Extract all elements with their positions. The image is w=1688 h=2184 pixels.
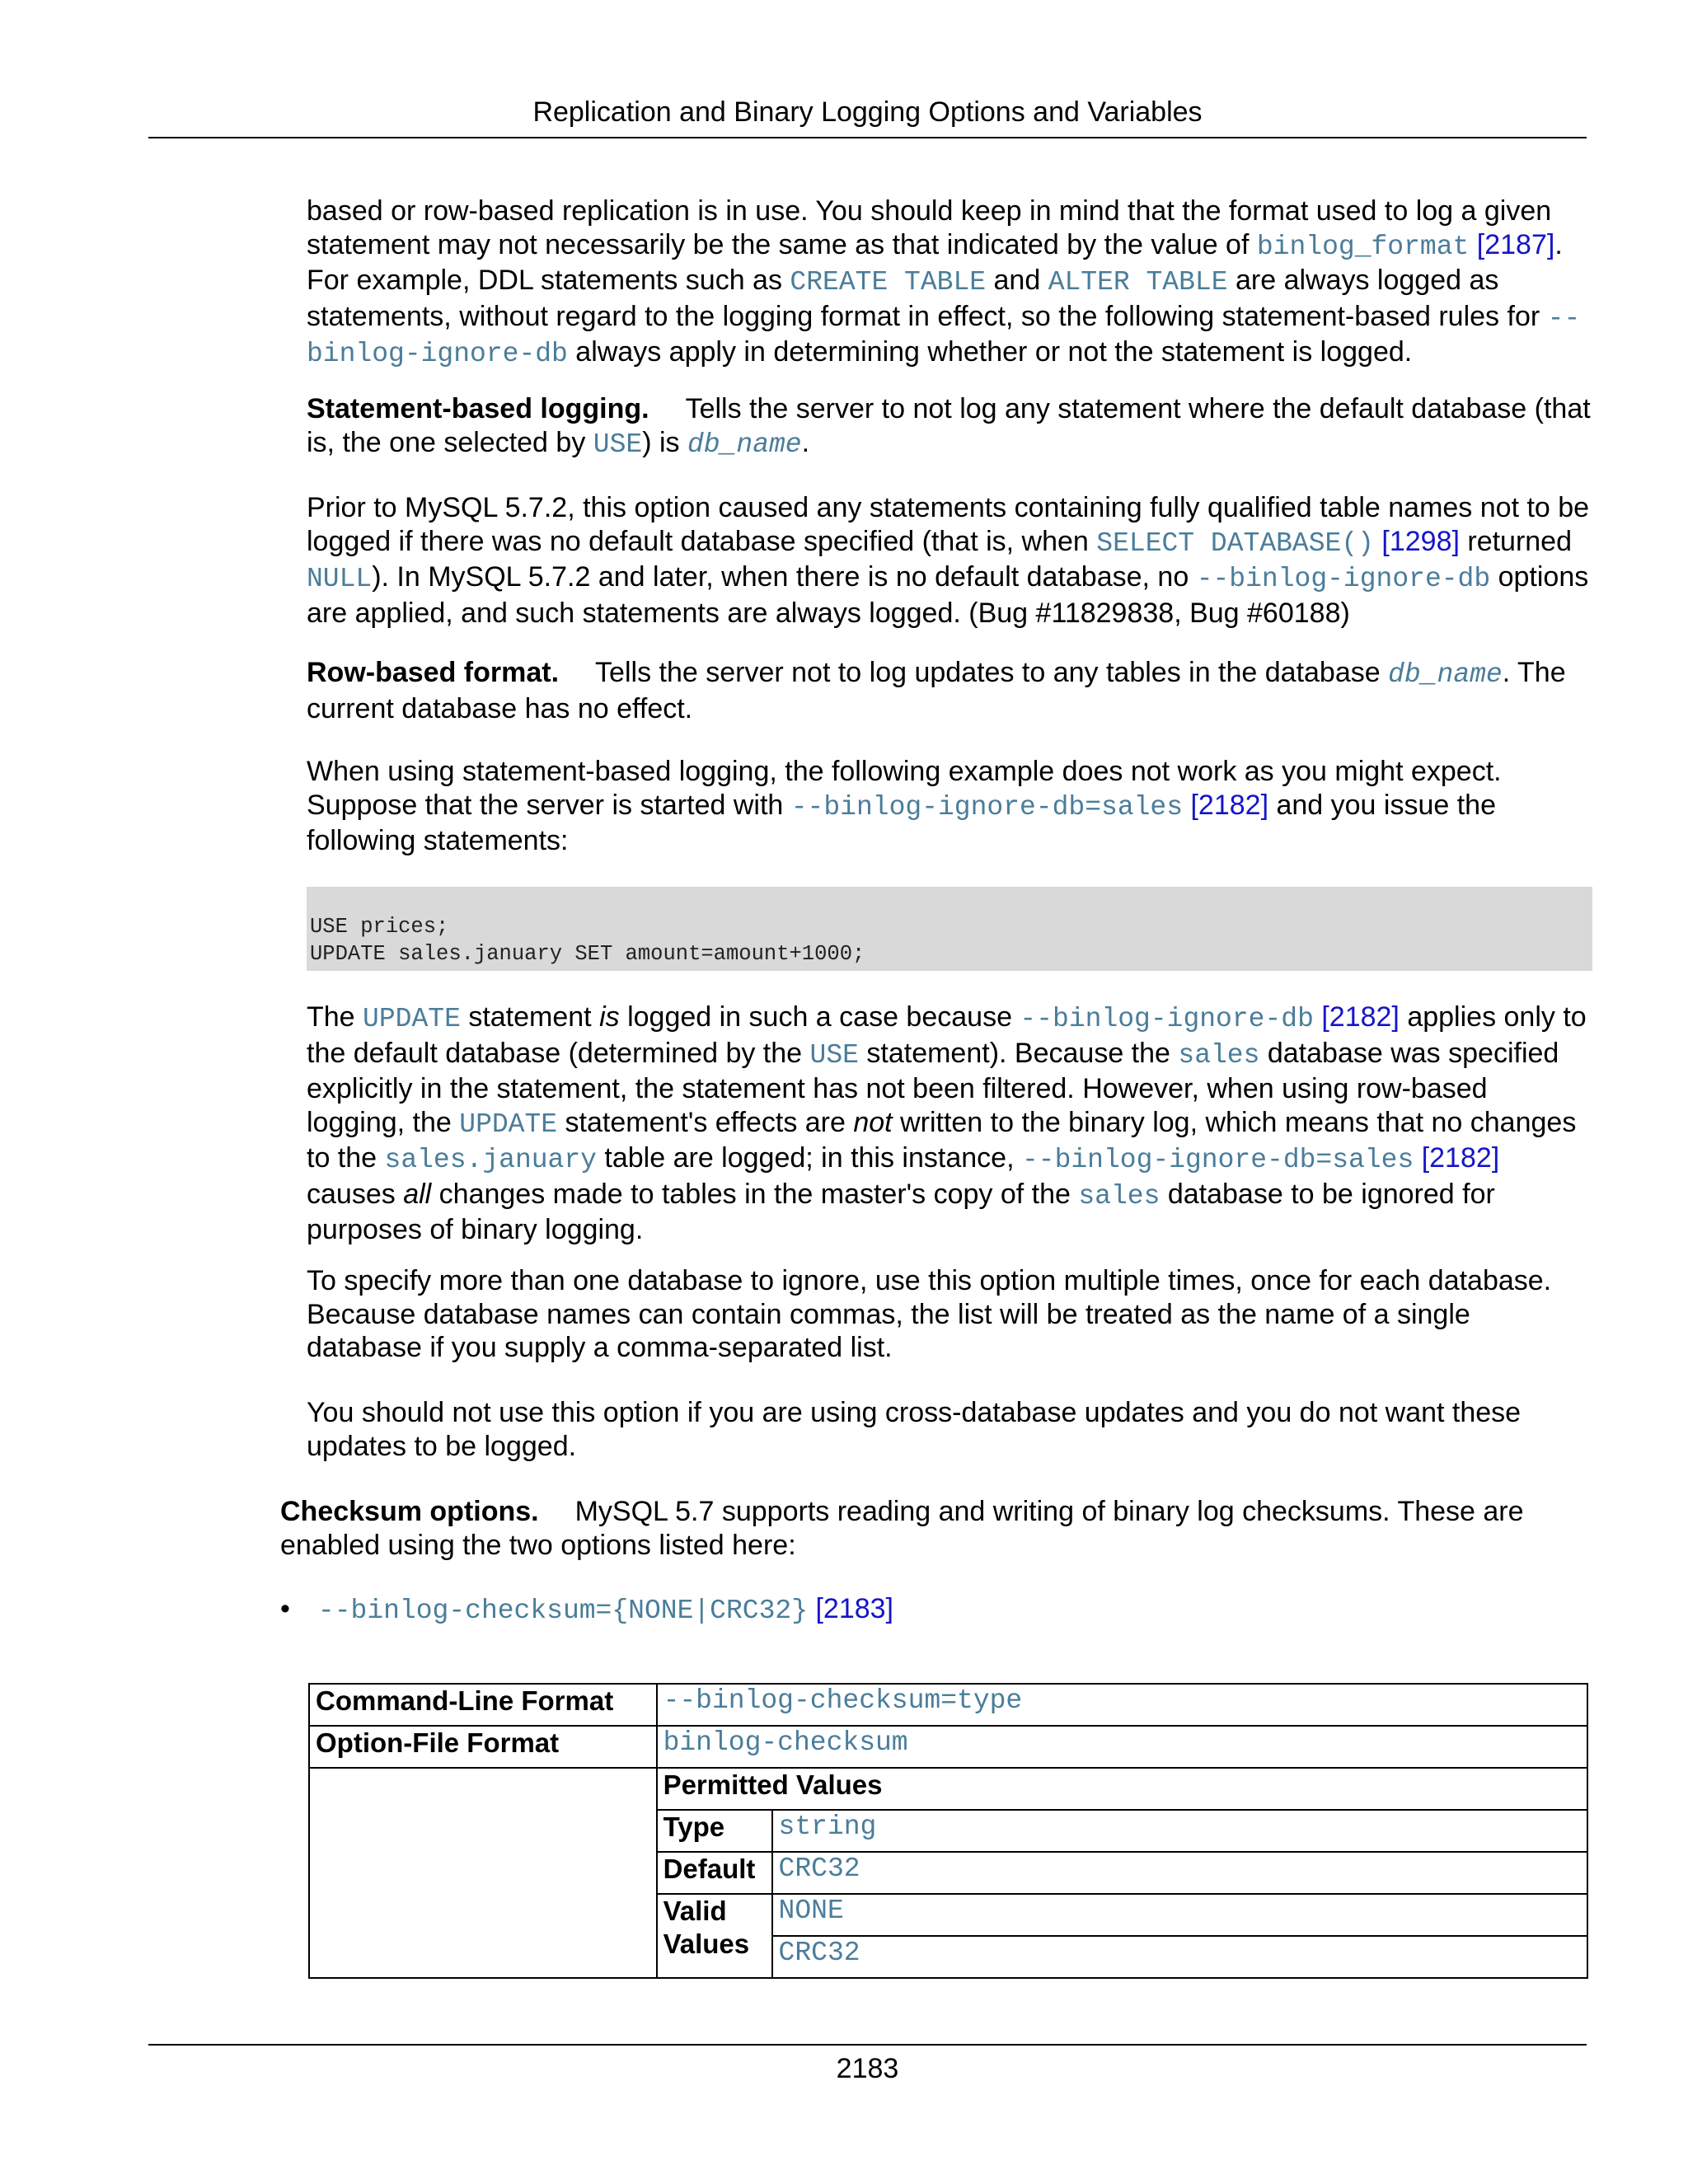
bullet-mark: • xyxy=(280,1593,290,1624)
run-in-heading: Checksum options. xyxy=(280,1496,539,1527)
paragraph-update-explanation: The UPDATE statement is logged in such a case because --binlog-ignore-db [2182] applies only to the default database (determined by the USE statement). Because the sales database was specified explicitly in the statement, the statement has not been filtered. However, when using row-based logging, the UPDATE statement's effects are not written to the binary log, which means that no changes to the sales.january table are logged; in this instance, --binlog-ignore-db=sales [2182] causes all changes made to tables in the master's copy of the sales database to be ignored for purposes of binary logging. xyxy=(307,1001,1587,1245)
xref-link[interactable]: [2182] xyxy=(1421,1142,1500,1174)
code-use[interactable]: USE xyxy=(593,429,643,460)
xref-link[interactable]: [2183] xyxy=(815,1593,893,1624)
valid-value: CRC32 xyxy=(772,1936,1587,1978)
type-label: Type xyxy=(657,1810,772,1852)
code-example-block: USE prices; UPDATE sales.january SET amount=amount+1000; xyxy=(307,887,1592,971)
code-null[interactable]: NULL xyxy=(307,564,373,594)
code-update[interactable]: UPDATE xyxy=(459,1108,558,1140)
code-db-name: db_name xyxy=(687,429,802,460)
code-alter-table[interactable]: ALTER TABLE xyxy=(1048,267,1228,298)
default-label: Default xyxy=(657,1852,772,1894)
cmd-format-label: Command-Line Format xyxy=(309,1684,657,1726)
paragraph-multiple-databases: To specify more than one database to ignore, use this option multiple times, once for each database. Because database names can contain commas, the list will be treated as the name of a single database if you supply a comma-separated list. xyxy=(307,1265,1552,1363)
code-ignore-db-sales[interactable]: --binlog-ignore-db=sales xyxy=(790,791,1184,823)
code-use[interactable]: USE xyxy=(809,1039,859,1071)
xref-link[interactable]: [2182] xyxy=(1190,789,1269,821)
xref-link[interactable]: [1298] xyxy=(1381,525,1460,557)
code-select-database[interactable]: SELECT DATABASE() xyxy=(1096,527,1374,559)
file-format-value: binlog-checksum xyxy=(657,1726,1587,1768)
default-value: CRC32 xyxy=(772,1852,1587,1894)
type-value: string xyxy=(772,1810,1587,1852)
header-rule xyxy=(148,137,1587,138)
table-row xyxy=(309,1726,1587,1768)
code-binlog-format[interactable]: binlog_format xyxy=(1256,231,1470,262)
code-sales-january: sales.january xyxy=(384,1145,597,1175)
running-header: Replication and Binary Logging Options and Variables xyxy=(532,96,1203,128)
paragraph-example-intro: When using statement-based logging, the following example does not work as you might expect. Suppose that the server is started with --binlog-ignore-db=sales [2182] and you issue the following statements: xyxy=(307,756,1502,856)
code-db-name: db_name xyxy=(1388,659,1503,690)
xref-link[interactable]: [2182] xyxy=(1321,1001,1400,1033)
valid-value: NONE xyxy=(772,1894,1587,1936)
list-item xyxy=(280,1592,893,1628)
paragraph-statement-based: Statement-based logging. Tells the server to not log any statement where the default database (that is, the one selected by USE) is db_name. xyxy=(307,393,1591,460)
code-binlog-ignore-db[interactable]: --binlog-ignore-db xyxy=(307,302,1581,369)
paragraph-cross-database: You should not use this option if you are using cross-database updates and you do not want these updates to be logged. xyxy=(307,1397,1522,1462)
code-update[interactable]: UPDATE xyxy=(363,1004,461,1034)
table-row xyxy=(309,1768,1587,1810)
option-table xyxy=(308,1683,1588,1979)
xref-link[interactable]: [2187] xyxy=(1476,228,1555,260)
run-in-heading: Statement-based logging. xyxy=(307,393,649,424)
valid-values-label: Valid Values xyxy=(657,1894,772,1978)
footer-rule xyxy=(148,2044,1587,2046)
empty-cell xyxy=(309,1768,657,1978)
code-binlog-ignore-db[interactable]: --binlog-ignore-db xyxy=(1196,564,1491,594)
paragraph-prior-version: Prior to MySQL 5.7.2, this option caused any statements containing fully qualified table names not to be logged if there was no default database specified (that is, when SELECT DATABASE() [1298] returned NULL). In MySQL 5.7.2 and later, when there is no default database, no --binlog-ignore-db options are applied, and such statements are always logged. (Bug #11829838, Bug #60188) xyxy=(307,492,1590,629)
code-ignore-db-sales[interactable]: --binlog-ignore-db=sales xyxy=(1021,1145,1414,1175)
page-number: 2183 xyxy=(836,2053,899,2084)
code-sales: sales xyxy=(1078,1180,1160,1212)
table-row xyxy=(309,1684,1587,1726)
code-binlog-ignore-db[interactable]: --binlog-ignore-db xyxy=(1020,1004,1314,1034)
code-binlog-checksum-option[interactable]: --binlog-checksum={NONE|CRC32} xyxy=(317,1596,809,1626)
paragraph-checksum-options: Checksum options. MySQL 5.7 supports reading and writing of binary log checksums. These are enabled using the two options listed here: xyxy=(280,1496,1524,1561)
code-sales: sales xyxy=(1178,1039,1260,1071)
paragraph-row-based: Row-based format. Tells the server not to log updates to any tables in the database db_name. The current database has no effect. xyxy=(307,657,1566,724)
permitted-values-header: Permitted Values xyxy=(657,1768,1587,1810)
cmd-format-value: --binlog-checksum=type xyxy=(657,1684,1587,1726)
run-in-heading: Row-based format. xyxy=(307,657,560,688)
file-format-label: Option-File Format xyxy=(309,1726,657,1768)
paragraph-intro: based or row-based replication is in use. You should keep in mind that the format used to log a given statement may not necessarily be the same as that indicated by the value of binlog_format [2187]. For example, DDL statements such as CREATE TABLE and ALTER TABLE are always logged as statements, without regard to the logging format in effect, so the following statement-based rules for --binlog-ignore-db always apply in determining whether or not the statement is logged. xyxy=(307,195,1581,369)
code-create-table[interactable]: CREATE TABLE xyxy=(790,267,987,298)
